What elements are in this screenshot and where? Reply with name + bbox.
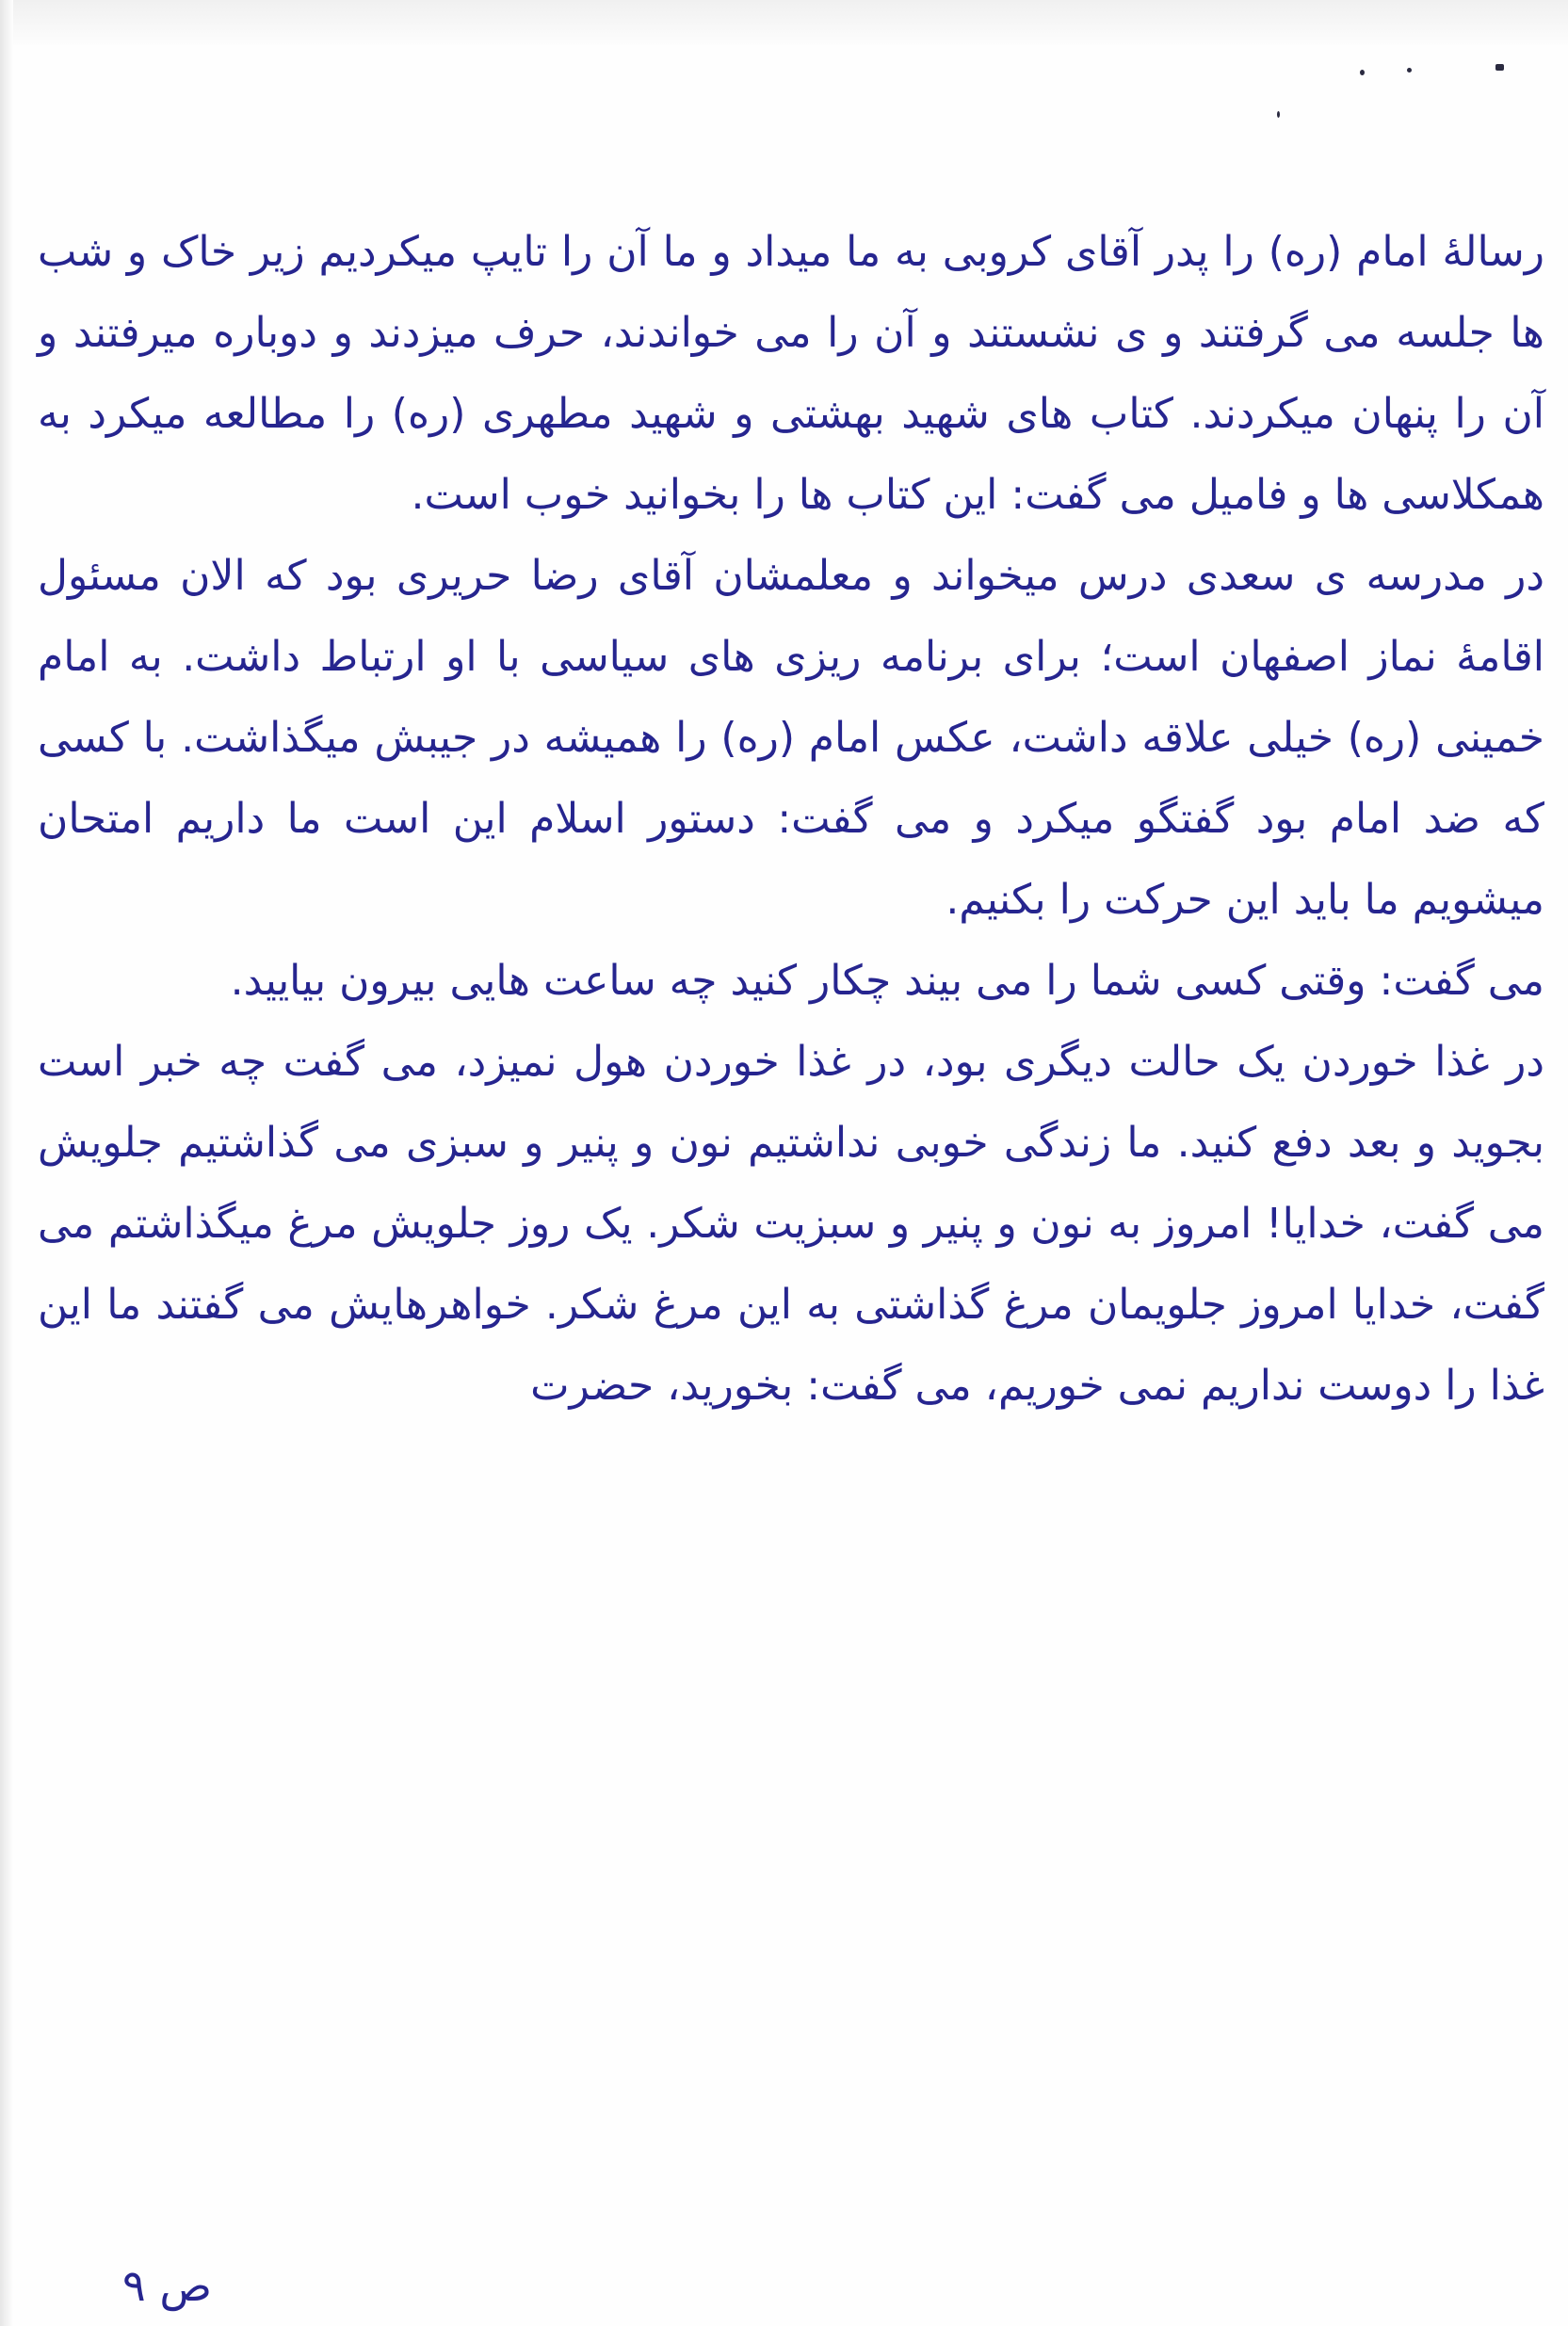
scan-speck (1277, 111, 1280, 118)
paragraph-1: رسالهٔ امام (ره) را پدر آقای کروبی به ما میداد و ما آن را تایپ میکردیم زیر خاک و شب ها جلسه می گرفتند و ی نشستند و آن را می خواندند، حرف میزدند و دوباره میرفتند و آن را پنهان میکردند. کتاب های شهید بهشتی و شهید مطهری (ره) را مطالعه میکرد به همکلاسی ها و فامیل می گفت: این کتاب ها را بخوانید خوب است. (38, 228, 1544, 519)
scan-speck (1360, 70, 1365, 75)
handwritten-text (38, 212, 1544, 1427)
scan-left-edge (0, 0, 13, 2326)
paragraph-4: در غذا خوردن یک حالت دیگری بود، در غذا خوردن هول نمیزد، می گفت چه خبر است بجوید و بعد دفع کنید. ما زندگی خوبی نداشتیم نون و پنیر و سبزی می گذاشتیم جلویش می گفت، خدایا! امروز به نون و پنیر و سبزیت شکر. یک روز جلویش مرغ میگذاشتم می گفت، خدایا امروز جلویمان مرغ گذاشتی به این مرغ شکر. خواهرهایش می گفتند ما این غذا را دوست نداریم نمی خوریم، می گفت: بخورید، حضرت (38, 1038, 1544, 1410)
paragraph-2: در مدرسه ی سعدی درس میخواند و معلمشان آقای رضا حریری بود که الان مسئول اقامهٔ نماز اصفهان است؛ برای برنامه ریزی های سیاسی با او ارتباط داشت. به امام خمینی (ره) خیلی علاقه داشت، عکس امام (ره) را همیشه در جیبش میگذاشت. با کسی که ضد امام بود گفتگو میکرد و می گفت: دستور اسلام این است ما داریم امتحان میشویم ما باید این حرکت را بکنیم. (38, 552, 1544, 924)
scan-speck (1495, 64, 1504, 71)
scan-top-edge (0, 0, 1568, 45)
paragraph-3: می گفت: وقتی کسی شما را می بیند چکار کنید چه ساعت هایی بیرون بیایید. (230, 957, 1544, 1005)
scan-speck (1407, 68, 1412, 73)
page-number: ص ۹ (122, 2260, 212, 2311)
